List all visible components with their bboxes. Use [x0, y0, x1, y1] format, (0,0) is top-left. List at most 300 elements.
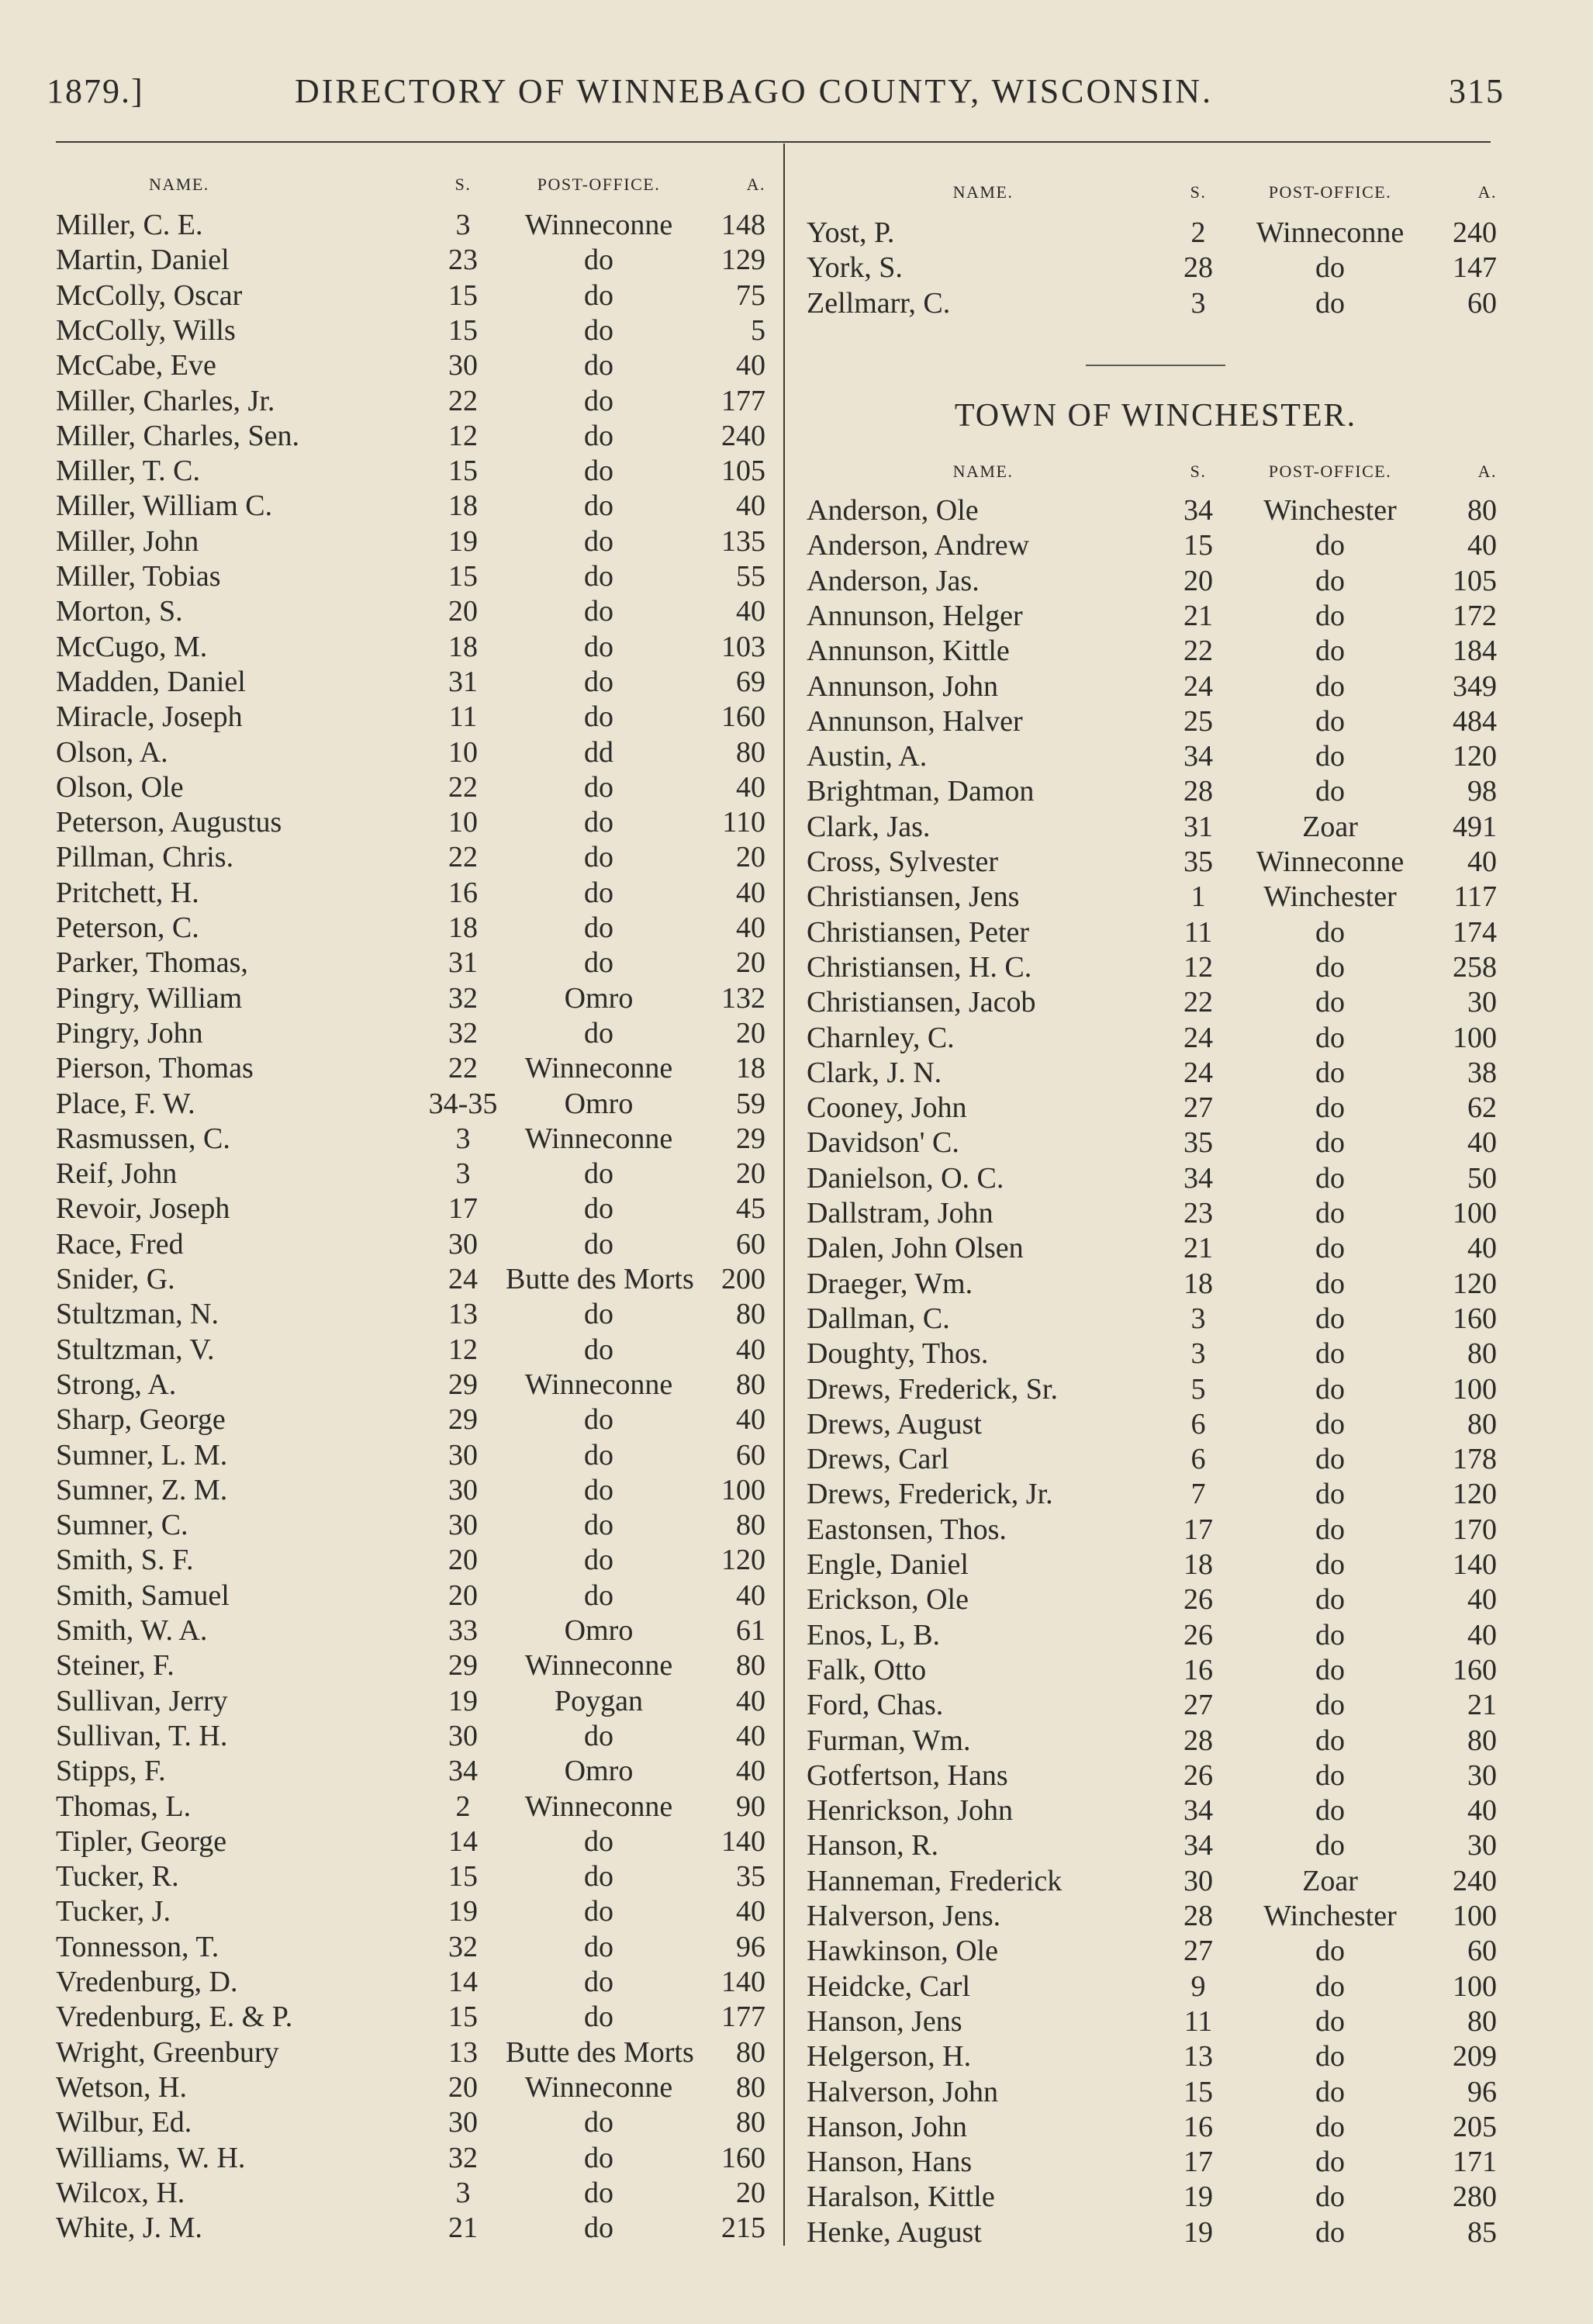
entry-post-office: do — [1315, 1091, 1345, 1125]
table-row — [56, 840, 777, 875]
table-row — [56, 1790, 777, 1824]
entry-post-office: do — [1315, 1970, 1345, 2003]
table-row — [56, 665, 777, 700]
entry-acres: 61 — [736, 1614, 765, 1647]
entry-post-office: do — [1315, 1337, 1345, 1371]
entry-section: 29 — [448, 1403, 478, 1437]
entry-name: Clark, J. N. — [807, 1056, 942, 1089]
entry-post-office: do — [1315, 564, 1345, 597]
entry-post-office: do — [1315, 1618, 1345, 1651]
entry-name: Smith, Samuel — [56, 1579, 230, 1612]
entry-section: 28 — [1184, 1900, 1213, 1932]
entry-post-office: Omro — [564, 981, 634, 1015]
entry-section: 2 — [1190, 216, 1206, 249]
entry-section: 19 — [1184, 2180, 1213, 2214]
entry-name: Martin, Daniel — [56, 244, 230, 277]
entry-post-office: do — [1315, 1794, 1345, 1828]
entry-post-office: Winneconne — [524, 1122, 673, 1155]
entry-section: 27 — [1184, 1689, 1213, 1722]
entry-acres: 98 — [1467, 775, 1497, 808]
entry-name: Miller, Tobias — [56, 560, 221, 593]
entry-section: 19 — [448, 1895, 478, 1928]
entry-name: Hanson, John — [807, 2110, 967, 2143]
entry-section: 19 — [1184, 2215, 1213, 2249]
entry-section: 35 — [1184, 1126, 1213, 1160]
entry-acres: 20 — [736, 946, 765, 980]
entry-post-office: do — [1315, 775, 1345, 808]
table-row — [807, 1688, 1505, 1723]
entry-name: Pritchett, H. — [56, 876, 199, 909]
entry-acres: 80 — [736, 1368, 765, 1401]
entry-acres: 40 — [736, 1403, 765, 1437]
entry-name: Furman, Wm. — [807, 1724, 971, 1757]
entry-name: McCabe, Eve — [56, 349, 216, 382]
entry-post-office: do — [1315, 1267, 1345, 1300]
entry-acres: 18 — [736, 1052, 765, 1085]
entry-acres: 85 — [1467, 2215, 1497, 2249]
entry-section: 1 — [1190, 880, 1206, 914]
table-row — [56, 2105, 777, 2140]
col-header-post-office: POST-OFFICE. — [1268, 462, 1392, 481]
entry-post-office: do — [1315, 1443, 1345, 1476]
entry-name: Rasmussen, C. — [56, 1122, 230, 1155]
entry-section: 31 — [448, 946, 478, 980]
entry-name: Miller, T. C. — [56, 455, 201, 488]
entry-acres: 209 — [1453, 2040, 1497, 2073]
entry-acres: 240 — [1453, 216, 1497, 249]
entry-acres: 172 — [1453, 599, 1497, 632]
table-row — [807, 950, 1505, 985]
entry-post-office: Winneconne — [524, 2070, 673, 2104]
entry-post-office: do — [1315, 1759, 1345, 1792]
entry-acres: 80 — [736, 1509, 765, 1542]
entry-acres: 184 — [1453, 635, 1497, 668]
entry-acres: 120 — [1453, 740, 1497, 773]
entry-section: 6 — [1190, 1407, 1206, 1440]
entry-post-office: do — [584, 665, 613, 698]
entry-name: Tipler, George — [56, 1824, 227, 1858]
table-row — [56, 1016, 777, 1051]
entry-section: 16 — [448, 876, 478, 909]
entry-name: Eastonsen, Thos. — [807, 1513, 1007, 1546]
entry-name: Yost, P. — [807, 216, 895, 249]
entry-name: Christiansen, Peter — [807, 915, 1030, 949]
entry-acres: 38 — [1467, 1056, 1497, 1089]
entry-name: Engle, Daniel — [807, 1548, 969, 1581]
entry-section: 30 — [448, 1473, 478, 1506]
entry-section: 3 — [455, 2176, 471, 2209]
table-row — [56, 1087, 777, 1122]
entry-name: Charnley, C. — [807, 1021, 955, 1054]
entry-section: 15 — [448, 560, 478, 593]
entry-name: Anderson, Jas. — [807, 564, 980, 597]
entry-acres: 40 — [736, 770, 765, 804]
entry-acres: 40 — [1467, 1618, 1497, 1651]
entry-section: 11 — [1184, 2004, 1213, 2038]
entry-name: McColly, Wills — [56, 313, 236, 347]
entry-acres: 30 — [1467, 1829, 1497, 1862]
entry-section: 3 — [455, 1157, 471, 1191]
table-row — [56, 313, 777, 348]
col-header-s: S. — [454, 175, 472, 194]
table-row — [807, 1899, 1505, 1934]
entry-section: 3 — [1190, 1302, 1206, 1335]
table-row — [56, 1859, 777, 1894]
entry-post-office: Winneconne — [1256, 846, 1405, 878]
entry-acres: 160 — [1453, 1302, 1497, 1335]
entry-section: 19 — [448, 524, 478, 558]
col-header-a: A. — [1477, 462, 1497, 481]
entry-post-office: do — [584, 1298, 613, 1331]
entry-post-office: do — [584, 770, 613, 804]
col-header-name: NAME. — [952, 182, 1014, 202]
entry-post-office: do — [584, 806, 613, 839]
table-row — [807, 2180, 1505, 2215]
table-row — [56, 1157, 777, 1191]
table-row — [56, 1122, 777, 1157]
entry-post-office: Butte des Morts — [506, 1263, 694, 1295]
entry-post-office: Omro — [564, 1755, 634, 1788]
table-row — [56, 454, 777, 489]
entry-post-office: do — [584, 1930, 613, 1963]
entry-name: Snider, G. — [56, 1263, 175, 1295]
table-row — [807, 1407, 1505, 1442]
entry-section: 18 — [1184, 1548, 1213, 1581]
entry-name: Tucker, J. — [56, 1895, 171, 1928]
entry-name: Williams, W. H. — [56, 2141, 246, 2174]
entry-section: 18 — [1184, 1267, 1213, 1300]
entry-name: Reif, John — [56, 1157, 178, 1191]
entry-acres: 21 — [1467, 1689, 1497, 1722]
entry-section: 30 — [448, 1438, 478, 1472]
entry-section: 20 — [448, 1544, 478, 1577]
entry-name: Olson, Ole — [56, 770, 184, 804]
table-row — [56, 1473, 777, 1508]
entry-section: 22 — [448, 770, 478, 804]
section-separator — [1086, 365, 1225, 366]
entry-section: 23 — [1184, 1197, 1213, 1229]
table-row — [807, 1196, 1505, 1231]
table-row — [807, 1653, 1505, 1688]
entry-section: 13 — [1184, 2040, 1213, 2073]
entry-acres: 160 — [721, 700, 765, 734]
entry-section: 24 — [1184, 1056, 1213, 1089]
table-row — [807, 1267, 1505, 1302]
entry-post-office: do — [1315, 1548, 1345, 1581]
entry-acres: 5 — [751, 313, 765, 347]
entry-acres: 40 — [1467, 529, 1497, 562]
entry-acres: 177 — [721, 384, 765, 417]
table-row — [807, 1828, 1505, 1863]
entry-post-office: do — [584, 1966, 613, 1998]
entry-acres: 20 — [736, 1016, 765, 1050]
entry-section: 30 — [448, 1719, 478, 1752]
entry-acres: 40 — [736, 595, 765, 628]
entry-section: 15 — [448, 455, 478, 488]
entry-section: 13 — [448, 1298, 478, 1331]
table-row — [56, 1930, 777, 1965]
entry-name: Tucker, R. — [56, 1860, 179, 1893]
entry-name: Miller, William C. — [56, 489, 273, 523]
entry-section: 17 — [1184, 1513, 1213, 1546]
entry-post-office: do — [584, 1895, 613, 1928]
table-row — [56, 1824, 777, 1859]
table-row — [807, 1161, 1505, 1196]
entry-acres: 75 — [736, 278, 765, 312]
entry-section: 29 — [448, 1649, 478, 1682]
page-number: 315 — [1449, 72, 1505, 110]
entry-post-office: do — [1315, 635, 1345, 668]
entry-section: 21 — [448, 2212, 478, 2245]
entry-acres: 160 — [1453, 1653, 1497, 1686]
table-row — [56, 559, 777, 594]
entry-name: Miller, Charles, Jr. — [56, 384, 275, 417]
entry-section: 10 — [448, 735, 478, 769]
entry-name: Christiansen, H. C. — [807, 950, 1032, 984]
entry-acres: 40 — [1467, 846, 1497, 878]
entry-acres: 240 — [721, 419, 765, 452]
entry-acres: 69 — [736, 665, 765, 698]
entry-name: Stipps, F. — [56, 1755, 166, 1788]
entry-section: 22 — [448, 384, 478, 417]
table-row — [807, 1021, 1505, 1056]
entry-name: Sumner, L. M. — [56, 1438, 228, 1472]
entry-name: Annunson, Kittle — [807, 635, 1010, 668]
entry-section: 16 — [1184, 2110, 1213, 2143]
entry-section: 32 — [448, 1930, 478, 1963]
entry-name: Enos, L, B. — [807, 1618, 941, 1651]
entry-name: White, J. M. — [56, 2212, 202, 2245]
entry-section: 20 — [448, 1579, 478, 1612]
entry-post-office: dd — [584, 735, 613, 769]
entry-acres: 40 — [736, 1895, 765, 1928]
entry-acres: 40 — [736, 911, 765, 944]
entry-post-office: do — [1315, 1372, 1345, 1406]
table-row — [56, 981, 777, 1016]
entry-post-office: do — [1315, 669, 1345, 703]
table-row — [56, 2070, 777, 2105]
table-row — [56, 1613, 777, 1648]
entry-acres: 100 — [1453, 1197, 1497, 1229]
entry-name: Drews, August — [807, 1407, 982, 1440]
entry-acres: 100 — [721, 1473, 765, 1506]
entry-post-office: do — [584, 384, 613, 417]
entry-section: 14 — [448, 1824, 478, 1858]
entry-post-office: Winchester — [1263, 880, 1397, 914]
table-row — [56, 489, 777, 524]
table-row — [56, 1965, 777, 2000]
entry-acres: 60 — [1467, 286, 1497, 320]
entry-section: 20 — [448, 595, 478, 628]
left-column-headers — [56, 175, 777, 198]
entry-section: 12 — [448, 419, 478, 452]
entry-acres: 117 — [1453, 880, 1497, 914]
table-row — [56, 348, 777, 383]
entry-post-office: do — [1315, 1302, 1345, 1335]
entry-section: 3 — [1190, 286, 1206, 320]
entry-post-office: do — [584, 278, 613, 312]
table-row — [807, 634, 1505, 669]
entry-section: 22 — [448, 1052, 478, 1085]
table-row — [807, 528, 1505, 563]
entry-acres: 100 — [1453, 1021, 1497, 1054]
table-row — [807, 1337, 1505, 1371]
table-row — [56, 1508, 777, 1543]
entry-acres: 40 — [1467, 1794, 1497, 1828]
entry-name: Annunson, Helger — [807, 599, 1023, 632]
entry-section: 29 — [448, 1368, 478, 1401]
entry-post-office: do — [1315, 1689, 1345, 1722]
entry-section: 30 — [1184, 1864, 1213, 1897]
entry-section: 34 — [448, 1755, 478, 1788]
table-row — [56, 1719, 777, 1754]
entry-acres: 120 — [1453, 1478, 1497, 1511]
entry-post-office: do — [1315, 1126, 1345, 1160]
entry-section: 34 — [1184, 1829, 1213, 1862]
entry-post-office: do — [584, 1824, 613, 1858]
page-header — [47, 71, 1505, 118]
entry-section: 22 — [448, 841, 478, 874]
entry-name: Miller, Charles, Sen. — [56, 419, 300, 452]
entry-name: Annunson, John — [807, 669, 999, 703]
entry-section: 35 — [1184, 846, 1213, 878]
entry-post-office: do — [1315, 599, 1345, 632]
entry-post-office: do — [584, 1579, 613, 1612]
entry-section: 30 — [448, 2106, 478, 2139]
entry-post-office: Omro — [564, 1087, 634, 1120]
entry-post-office: Omro — [564, 1614, 634, 1647]
entry-post-office: do — [1315, 1724, 1345, 1757]
table-row — [807, 704, 1505, 739]
entry-section: 32 — [448, 2141, 478, 2174]
table-row — [56, 278, 777, 313]
entry-name: Halverson, John — [807, 2075, 998, 2108]
entry-post-office: Zoar — [1302, 1864, 1358, 1897]
entry-acres: 55 — [736, 560, 765, 593]
table-row — [56, 2000, 777, 2035]
entry-acres: 59 — [736, 1087, 765, 1120]
col-header-post-office: POST-OFFICE. — [537, 175, 661, 194]
entry-section: 24 — [1184, 1021, 1213, 1054]
table-row — [56, 2211, 777, 2246]
entry-name: Miller, John — [56, 524, 199, 558]
table-row — [56, 1438, 777, 1473]
entry-post-office: do — [1315, 2146, 1345, 2179]
entry-acres: 29 — [736, 1122, 765, 1155]
entry-name: Vredenburg, E. & P. — [56, 2001, 293, 2034]
entry-post-office: do — [584, 2106, 613, 2139]
entry-section: 10 — [448, 806, 478, 839]
entry-name: Davidson' C. — [807, 1126, 959, 1160]
entry-section: 5 — [1190, 1372, 1206, 1406]
table-row — [807, 2075, 1505, 2110]
entry-acres: 148 — [721, 209, 765, 241]
table-row — [807, 1513, 1505, 1548]
entry-name: Dallstram, John — [807, 1197, 993, 1229]
entry-post-office: Winneconne — [524, 1790, 673, 1823]
entry-section: 21 — [1184, 1232, 1213, 1265]
entry-name: Christiansen, Jens — [807, 880, 1020, 914]
entry-post-office: do — [1315, 1021, 1345, 1054]
entry-post-office: do — [584, 2141, 613, 2174]
table-row — [807, 1724, 1505, 1759]
entry-acres: 96 — [1467, 2075, 1497, 2108]
entry-acres: 80 — [1467, 2004, 1497, 2038]
table-row — [56, 1648, 777, 1683]
table-row — [807, 880, 1505, 915]
entry-section: 32 — [448, 981, 478, 1015]
table-row — [807, 739, 1505, 774]
entry-section: 31 — [1184, 810, 1213, 843]
table-row — [56, 1754, 777, 1789]
entry-name: Henrickson, John — [807, 1794, 1013, 1828]
entry-post-office: do — [584, 841, 613, 874]
entry-post-office: do — [584, 2212, 613, 2245]
entry-acres: 40 — [736, 489, 765, 523]
table-row — [56, 805, 777, 840]
table-row — [56, 2035, 777, 2070]
entry-name: McCugo, M. — [56, 630, 208, 663]
entry-acres: 40 — [736, 1333, 765, 1366]
entry-acres: 135 — [721, 524, 765, 558]
entry-acres: 40 — [736, 1719, 765, 1752]
entry-name: Wilcox, H. — [56, 2176, 185, 2209]
entry-name: Place, F. W. — [56, 1087, 195, 1120]
entry-acres: 80 — [736, 1649, 765, 1682]
entry-name: Helgerson, H. — [807, 2040, 972, 2073]
entry-post-office: do — [584, 946, 613, 980]
entry-post-office: Butte des Morts — [506, 2035, 694, 2069]
entry-section: 34 — [1184, 740, 1213, 773]
entry-name: Brightman, Damon — [807, 775, 1035, 808]
entry-post-office: do — [584, 1192, 613, 1226]
entry-post-office: Winneconne — [524, 209, 673, 241]
entry-name: Danielson, O. C. — [807, 1161, 1004, 1195]
table-row — [56, 1894, 777, 1929]
entry-post-office: Poygan — [555, 1684, 643, 1717]
entry-post-office: do — [1315, 2180, 1345, 2214]
entry-name: Miller, C. E. — [56, 209, 203, 241]
entry-name: Drews, Frederick, Sr. — [807, 1372, 1058, 1406]
entry-acres: 20 — [736, 841, 765, 874]
entry-post-office: Winneconne — [524, 1649, 673, 1682]
entry-post-office: do — [1315, 1056, 1345, 1089]
entry-post-office: do — [584, 1227, 613, 1261]
entry-acres: 132 — [721, 981, 765, 1015]
entry-name: Stultzman, V. — [56, 1333, 215, 1366]
entry-post-office: do — [1315, 740, 1345, 773]
entry-post-office: do — [1315, 1653, 1345, 1686]
entry-name: Clark, Jas. — [807, 810, 931, 843]
entry-name: Wilbur, Ed. — [56, 2106, 192, 2139]
entry-acres: 174 — [1453, 915, 1497, 949]
table-row — [56, 1297, 777, 1332]
entry-post-office: do — [1315, 1232, 1345, 1265]
entry-post-office: do — [1315, 950, 1345, 984]
entry-acres: 349 — [1453, 669, 1497, 703]
entry-name: Revoir, Joseph — [56, 1192, 230, 1226]
table-row — [807, 1231, 1505, 1266]
entry-name: Pingry, William — [56, 981, 243, 1015]
entry-section: 16 — [1184, 1653, 1213, 1686]
entry-section: 30 — [448, 1227, 478, 1261]
table-row — [807, 1618, 1505, 1653]
entry-name: Peterson, C. — [56, 911, 199, 944]
table-row — [807, 599, 1505, 634]
table-row — [56, 1333, 777, 1368]
entry-acres: 103 — [721, 630, 765, 663]
entry-post-office: Zoar — [1302, 810, 1358, 843]
